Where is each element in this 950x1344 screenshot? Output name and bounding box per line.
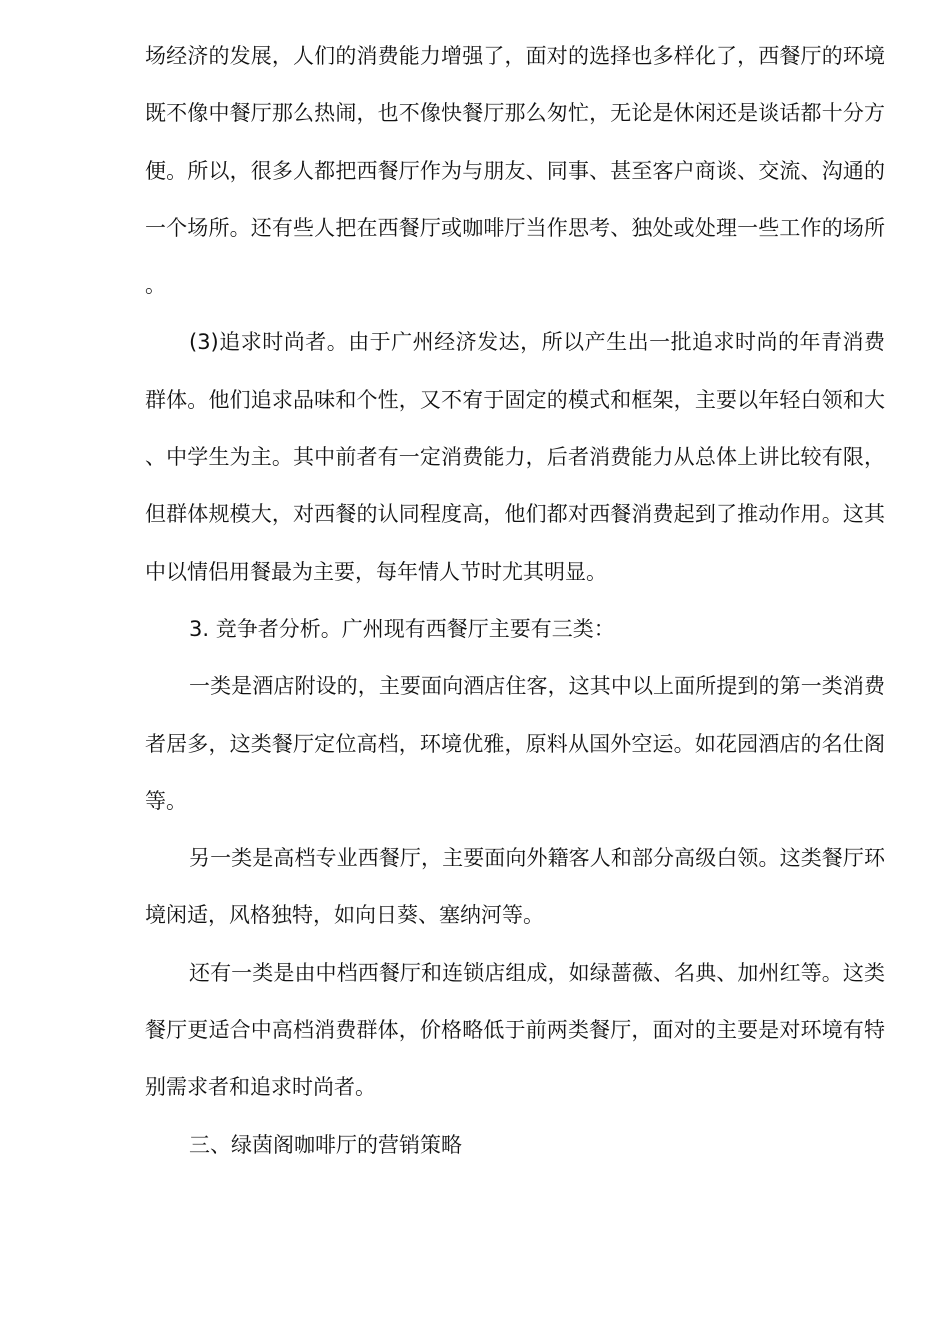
document-body bbox=[145, 28, 885, 1174]
section-heading-marketing-strategy: 三、绿茵阁咖啡厅的营销策略 bbox=[189, 1132, 462, 1157]
paragraph-consumer-leisure: 场经济的发展，人们的消费能力增强了，面对的选择也多样化了，西餐厅的环境既不像中餐厅那么热闹，也不像快餐厅那么匆忙，无论是休闲还是谈话都十分方便。所以，很多人都把西餐厅作为与朋友、同事、甚至客户商谈、交流、沟通的一个场所。还有些人把在西餐厅或咖啡厅当作思考、独处或处理一些工作的场所。 bbox=[145, 44, 885, 298]
paragraph-midrange-chains: 还有一类是由中档西餐厅和连锁店组成，如绿蔷薇、名典、加州红等。这类餐厅更适合中高档消费群体，价格略低于前两类餐厅，面对的主要是对环境有特别需求者和追求时尚者。 bbox=[145, 960, 885, 1100]
paragraph-hotel-restaurants: 一类是酒店附设的，主要面向酒店住客，这其中以上面所提到的第一类消费者居多，这类餐厅定位高档，环境优雅，原料从国外空运。如花园酒店的名仕阁等。 bbox=[145, 674, 885, 813]
paragraph-premium-restaurants: 另一类是高档专业西餐厅，主要面向外籍客人和部分高级白领。这类餐厅环境闲适，风格独特，如向日葵、塞纳河等。 bbox=[145, 846, 885, 928]
paragraph-fashion-seekers: (3)追求时尚者。由于广州经济发达，所以产生出一批追求时尚的年青消费群体。他们追求品味和个性，又不宥于固定的模式和框架，主要以年轻白领和大、中学生为主。其中前者有一定消费能力，后者消费能力从总体上讲比较有限，但群体规模大，对西餐的认同程度高，他们都对西餐消费起到了推动作用。这其中以情侣用餐最为主要，每年情人节时尤其明显。 bbox=[145, 330, 885, 584]
paragraph-competitor-analysis-heading: 3. 竞争者分析。广州现有西餐厅主要有三类： bbox=[189, 616, 615, 641]
